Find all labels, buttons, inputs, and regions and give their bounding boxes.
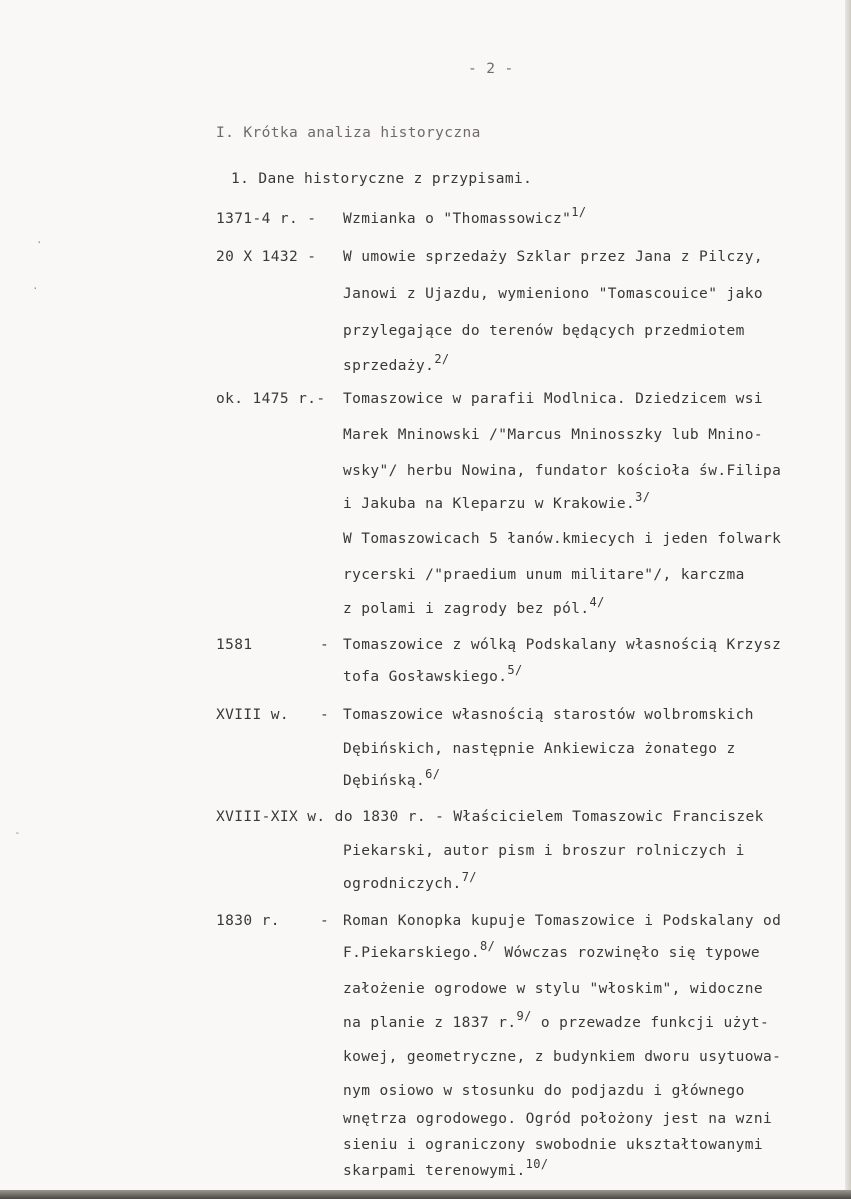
entry-line: W umowie sprzedaży Szklar przez Jana z Pilczy, [343, 249, 763, 265]
entry-line: założenie ogrodowe w stylu "włoskim", widoczne [343, 981, 763, 997]
footnote-ref: 5/ [507, 663, 523, 677]
entry-dash: - [320, 913, 330, 929]
footnote-ref: 10/ [525, 1157, 549, 1171]
entry-line: wnętrza ogrodowego. Ogród położony jest na wzni [343, 1111, 773, 1127]
footnote-ref: 1/ [571, 205, 587, 219]
entry-line: skarpami terenowymi.$^{10/}$ [343, 1157, 549, 1179]
footnote-ref: 8/ [479, 939, 496, 953]
entry-line: F.Piekarskiego.$^{8/}$ Wówczas rozwinęło się typowe [343, 939, 760, 961]
footnote-ref: 4/ [589, 595, 605, 609]
subsection-heading: 1. Dane historyczne z przypisami. [231, 171, 533, 187]
entry-date: 20 X 1432 - [216, 249, 317, 265]
entry-date: 1830 r. [216, 913, 280, 929]
entry-line: Janowi z Ujazdu, wymieniono "Tomascouice" jako [343, 286, 763, 302]
entry-dash: - [320, 637, 330, 653]
entry-line: wsky"/ herbu Nowina, fundator kościoła św.Filipa [343, 463, 782, 479]
entry-date: ok. 1475 r.- [216, 391, 326, 407]
entry-date: 1581 [216, 637, 253, 653]
footnote-ref: 6/ [425, 767, 441, 781]
entry-line: W Tomaszowicach 5 łanów.kmiecych i jeden folwark [343, 531, 782, 547]
entry-line: Tomaszowice z wólką Podskalany własnością Krzysz [343, 637, 782, 653]
footnote-ref: 2/ [434, 352, 450, 366]
entry-line: na planie z 1837 r.$^{9/}$ o przewadze funkcji użyt- [343, 1009, 770, 1031]
footnote-ref: 9/ [516, 1009, 532, 1023]
entry-line: ogrodniczych.$^{7/}$ [343, 870, 477, 892]
entry-line: tofa Gosławskiego.$^{5/}$ [343, 663, 523, 685]
entry-date: 1371-4 r. - [216, 211, 317, 227]
entry-line: przylegające do terenów będących przedmiotem [343, 323, 745, 339]
page-edge-right [845, 0, 851, 1199]
entry-line: nym osiowo w stosunku do podjazdu i głównego [343, 1083, 745, 1099]
entry-date: XVIII w. [216, 707, 290, 723]
footnote-ref: 3/ [635, 490, 651, 504]
entry-line: sieniu i ograniczony swobodnie ukształtowanymi [343, 1137, 763, 1153]
entry-line: Marek Mninowski /"Marcus Mninosszky lub Mnino- [343, 427, 763, 443]
entry-date: XVIII-XIX w. do 1830 r. - [216, 809, 445, 825]
entry-line: sprzedaży.$^{2/}$ [343, 352, 450, 374]
entry-line: Wzmianka o "Thomassowicz"$^{1/}$ [343, 205, 587, 227]
paper-speck: - [14, 826, 21, 839]
entry-line: Tomaszowice w parafii Modlnica. Dziedzicem wsi [343, 391, 763, 407]
section-heading: I. Krótka analiza historyczna [216, 125, 481, 141]
entry-line: Piekarski, autor pism i broszur rolniczych i [343, 843, 745, 859]
paper-speck: · [32, 282, 39, 295]
entry-line: Dębińską.$^{6/}$ [343, 767, 441, 789]
page-number: - 2 - [468, 61, 514, 77]
footnote-ref: 7/ [461, 870, 477, 884]
entry-line: kowej, geometryczne, z budynkiem dworu usytuowa- [343, 1049, 782, 1065]
entry-line: i Jakuba na Kleparzu w Krakowie.$^{3/}$ [343, 490, 651, 512]
entry-line: Roman Konopka kupuje Tomaszowice i Podskalany od [343, 913, 782, 929]
entry-line: Tomaszowice własnością starostów wolbromskich [343, 707, 754, 723]
entry-line: Dębińskich, następnie Ankiewicza żonatego z [343, 741, 736, 757]
entry-line: z polami i zagrody bez pól.$^{4/}$ [343, 595, 605, 617]
paper-speck: · [36, 236, 43, 249]
entry-dash: - [320, 707, 330, 723]
entry-line: XVIII-XIX w. do 1830 r. - Właścicielem Tomaszowic Franciszek [216, 809, 764, 825]
page-edge-bottom [0, 1190, 851, 1199]
entry-line: rycerski /"praedium unum militare"/, karczma [343, 567, 745, 583]
